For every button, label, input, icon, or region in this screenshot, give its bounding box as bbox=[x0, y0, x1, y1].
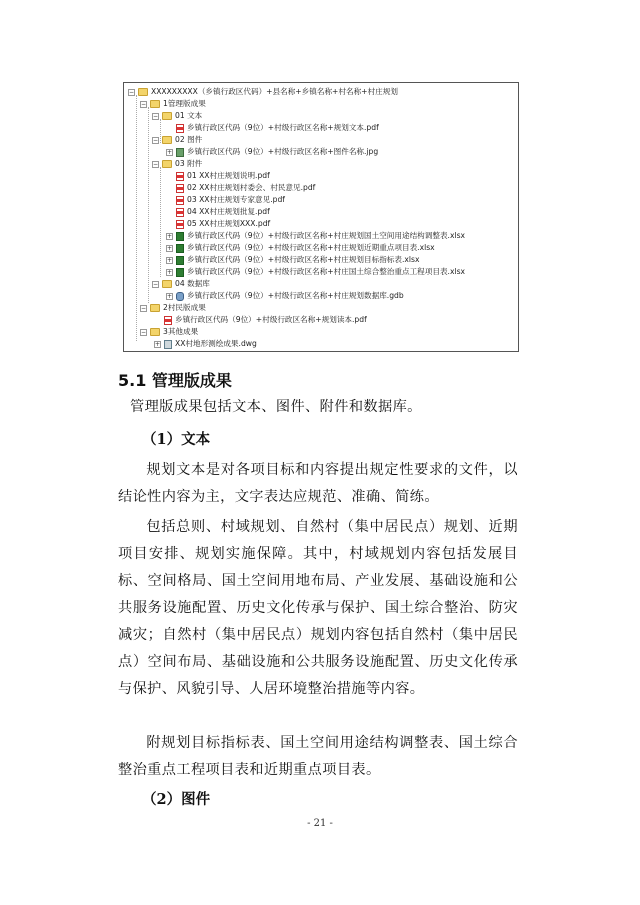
tree-item[interactable]: 05 XX村庄规划XXX.pdf bbox=[176, 218, 270, 230]
paragraph-content-scope: 包括总则、村域规划、自然村（集中居民点）规划、近期项目安排、规划实施保障。其中，村域规划内容包括发展目标、空间格局、国土空间用地布局、产业发展、基础设施和公共服务设施配置、历史文化传承与保护、国土综合整治、防灾减灾；自然村（集中居民点）规划内容包括自然村（集中居民点）空间布局、基础设施和公共服务设施配置、历史文化传承与保护、风貌引导、人居环境整治措施等内容。 bbox=[118, 519, 518, 697]
tree-item[interactable]: 乡镇行政区代码（9位）+村级行政区名称+规划读本.pdf bbox=[164, 314, 367, 326]
collapse-icon[interactable]: − bbox=[153, 160, 159, 168]
collapse-icon[interactable]: − bbox=[141, 100, 147, 108]
pdf-file-icon bbox=[176, 184, 184, 193]
expand-icon[interactable]: + bbox=[167, 244, 173, 252]
expand-icon[interactable]: + bbox=[167, 232, 173, 240]
database-icon bbox=[176, 292, 184, 301]
collapse-icon[interactable]: − bbox=[153, 280, 159, 288]
file-tree-figure bbox=[123, 82, 519, 352]
subheading-text: （1）文本 bbox=[142, 431, 211, 448]
section-heading: 5.1 管理版成果 bbox=[118, 371, 232, 390]
pdf-file-icon bbox=[176, 208, 184, 217]
paragraph-text-definition: 规划文本是对各项目标和内容提出规定性要求的文件，以结论性内容为主，文字表达应规范、准确、简练。 bbox=[118, 462, 518, 505]
pdf-file-icon bbox=[176, 196, 184, 205]
excel-file-icon bbox=[176, 268, 184, 277]
tree-item[interactable]: + 乡镇行政区代码（9位）+村级行政区名称+村庄规划数据库.gdb bbox=[167, 291, 404, 300]
tree-item[interactable]: 03 XX村庄规划专家意见.pdf bbox=[176, 194, 285, 206]
expand-icon[interactable]: + bbox=[167, 256, 173, 264]
excel-file-icon bbox=[176, 232, 184, 241]
folder-icon bbox=[138, 88, 148, 96]
paragraph-attached-tables: 附规划目标指标表、国土空间用途结构调整表、国土综合整治重点工程项目表和近期重点项目表。 bbox=[118, 735, 518, 778]
collapse-icon[interactable]: − bbox=[141, 304, 147, 312]
excel-file-icon bbox=[176, 256, 184, 265]
folder-icon bbox=[162, 280, 172, 288]
folder-icon bbox=[162, 136, 172, 144]
tree-item[interactable]: 01 XX村庄规划说明.pdf bbox=[176, 170, 270, 182]
pdf-file-icon bbox=[176, 172, 184, 181]
tree-item[interactable]: 02 XX村庄规划村委会、村民意见.pdf bbox=[176, 182, 315, 194]
cad-file-icon bbox=[164, 340, 172, 349]
tree-item[interactable]: + 乡镇行政区代码（9位）+村级行政区名称+村庄国土综合整治重点工程项目表.xlsx bbox=[167, 267, 466, 276]
collapse-icon[interactable]: − bbox=[129, 88, 135, 96]
expand-icon[interactable]: + bbox=[167, 148, 173, 156]
folder-icon bbox=[162, 160, 172, 168]
tree-item[interactable]: + XX村地形测绘成果.dwg bbox=[155, 339, 257, 348]
collapse-icon[interactable]: − bbox=[153, 112, 159, 120]
pdf-file-icon bbox=[164, 316, 172, 325]
tree-item[interactable]: − 2村民版成果 bbox=[141, 303, 206, 312]
tree-root[interactable]: − XXXXXXXXX（乡镇行政区代码）+县名称+乡镇名称+村名称+村庄规划 bbox=[129, 87, 398, 96]
tree-item[interactable]: − 03 附件 bbox=[153, 159, 203, 168]
folder-icon bbox=[162, 112, 172, 120]
tree-item[interactable]: + 乡镇行政区代码（9位）+村级行政区名称+村庄规划国土空间用途结构调整表.xlsx bbox=[167, 231, 466, 240]
expand-icon[interactable]: + bbox=[155, 340, 161, 348]
tree-item[interactable]: − 1管理版成果 bbox=[141, 99, 206, 108]
tree-item[interactable]: + 乡镇行政区代码（9位）+村级行政区名称+村庄规划近期重点项目表.xlsx bbox=[167, 243, 435, 252]
folder-icon bbox=[150, 328, 160, 336]
expand-icon[interactable]: + bbox=[167, 292, 173, 300]
collapse-icon[interactable]: − bbox=[153, 136, 159, 144]
tree-item[interactable]: 04 XX村庄规划批复.pdf bbox=[176, 206, 270, 218]
pdf-file-icon bbox=[176, 220, 184, 229]
pdf-file-icon bbox=[176, 124, 184, 133]
expand-icon[interactable]: + bbox=[167, 268, 173, 276]
folder-icon bbox=[150, 100, 160, 108]
tree-item[interactable]: + 乡镇行政区代码（9位）+村级行政区名称+村庄规划目标指标表.xlsx bbox=[167, 255, 420, 264]
tree-item[interactable]: − 02 图件 bbox=[153, 135, 203, 144]
intro-paragraph: 管理版成果包括文本、图件、附件和数据库。 bbox=[130, 399, 422, 415]
tree-item[interactable]: 乡镇行政区代码（9位）+村级行政区名称+规划文本.pdf bbox=[176, 122, 379, 134]
tree-item[interactable]: + 乡镇行政区代码（9位）+村级行政区名称+图件名称.jpg bbox=[167, 147, 379, 156]
page-number: - 21 - bbox=[307, 818, 333, 829]
collapse-icon[interactable]: − bbox=[141, 328, 147, 336]
subheading-figures: （2）图件 bbox=[142, 791, 211, 808]
tree-item[interactable]: − 01 文本 bbox=[153, 111, 203, 120]
image-file-icon bbox=[176, 148, 184, 157]
tree-item[interactable]: − 3其他成果 bbox=[141, 327, 199, 336]
excel-file-icon bbox=[176, 244, 184, 253]
tree-item[interactable]: − 04 数据库 bbox=[153, 279, 210, 288]
folder-icon bbox=[150, 304, 160, 312]
